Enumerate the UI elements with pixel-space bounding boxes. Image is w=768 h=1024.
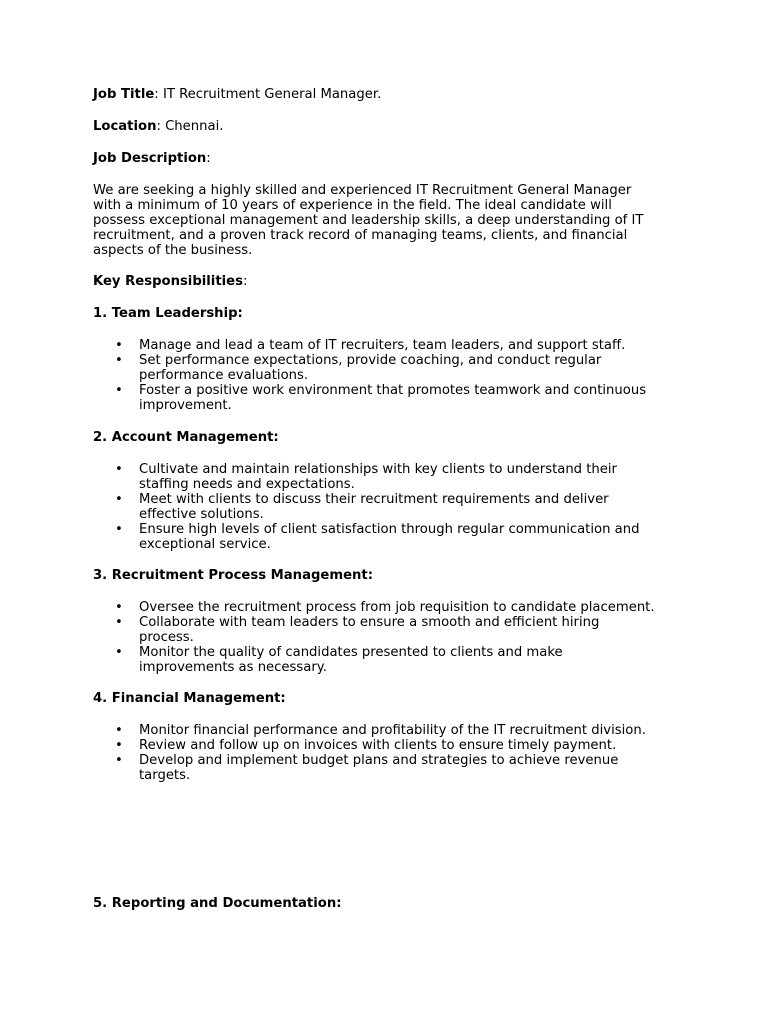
section-heading-text: 4. Financial Management: [93, 691, 286, 706]
list-item-text: Collaborate with team leaders to ensure a smooth and efficient hiring process. [139, 615, 600, 645]
list-item [93, 338, 693, 353]
financial-management-list [93, 723, 693, 783]
bullet-icon: • [115, 645, 123, 660]
bullet-icon: • [115, 615, 123, 630]
location-line [93, 119, 223, 134]
job-description-body: We are seeking a highly skilled and experienced IT Recruitment General Manager with a minimum of 10 years of experience in the field. The ideal candidate will possess exceptional management and leadership skills, a deep understanding of IT recruitment, and a proven track record of managing teams, clients, and financial aspects of the business. [93, 183, 644, 258]
job-title-value: IT Recruitment General Manager. [158, 87, 382, 102]
bullet-icon: • [115, 462, 123, 477]
account-management-list [93, 462, 693, 552]
bullet-icon: • [115, 353, 123, 368]
section-heading-team-leadership [93, 306, 243, 321]
section-heading-text: 2. Account Management: [93, 430, 279, 445]
list-item [93, 645, 639, 675]
list-item-text: Foster a positive work environment that promotes teamwork and continuous improvement. [139, 383, 647, 413]
list-item-text: Monitor the quality of candidates presented to clients and make improvements as necessary. [139, 645, 563, 675]
location-sep: : [156, 119, 161, 134]
job-description-label: Job Description [93, 151, 207, 166]
section-heading-account-management [93, 430, 279, 445]
list-item [93, 522, 679, 552]
bullet-icon: • [115, 738, 123, 753]
bullet-icon: • [115, 492, 123, 507]
list-item-text: Develop and implement budget plans and strategies to achieve revenue targets. [139, 753, 619, 783]
list-item [93, 462, 649, 492]
bullet-icon: • [115, 723, 123, 738]
section-heading-reporting [93, 896, 341, 911]
recruitment-process-list [93, 600, 693, 675]
list-item-text: Cultivate and maintain relationships with key clients to understand their staffing needs and expectations. [139, 462, 617, 492]
key-responsibilities-heading [93, 274, 247, 289]
team-leadership-list [93, 338, 693, 413]
list-item-text: Oversee the recruitment process from job requisition to candidate placement. [139, 600, 655, 615]
list-item [93, 723, 739, 738]
list-item-text: Ensure high levels of client satisfaction through regular communication and exceptional service. [139, 522, 640, 552]
job-title-line [93, 87, 381, 102]
list-item [93, 383, 679, 413]
list-item-text: Set performance expectations, provide coaching, and conduct regular performance evaluations. [139, 353, 602, 383]
section-heading-text: 5. Reporting and Documentation: [93, 896, 342, 911]
section-heading-financial-management [93, 691, 286, 706]
list-item [93, 615, 639, 645]
bullet-icon: • [115, 753, 123, 768]
key-responsibilities-sep: : [242, 274, 248, 289]
list-item-text: Monitor financial performance and profitability of the IT recruitment division. [139, 723, 646, 738]
job-description-heading [93, 151, 211, 166]
list-item [93, 492, 649, 522]
location-value: Chennai. [160, 119, 224, 134]
list-item [93, 738, 739, 753]
location-label: Location [93, 119, 157, 134]
list-item-text: Meet with clients to discuss their recruitment requirements and deliver effective solutions. [139, 492, 609, 522]
list-item-text: Review and follow up on invoices with clients to ensure timely payment. [139, 738, 617, 753]
bullet-icon: • [115, 338, 123, 353]
bullet-icon: • [115, 522, 123, 537]
bullet-icon: • [115, 600, 123, 615]
list-item [93, 753, 659, 783]
job-description-sep: : [206, 151, 211, 166]
list-item-text: Manage and lead a team of IT recruiters, team leaders, and support staff. [139, 338, 626, 353]
section-heading-recruitment-process [93, 568, 373, 583]
section-heading-text: 1. Team Leadership: [93, 306, 243, 321]
job-title-sep: : [154, 87, 159, 102]
list-item [93, 600, 739, 615]
section-heading-text: 3. Recruitment Process Management: [93, 568, 374, 583]
key-responsibilities-label: Key Responsibilities [93, 274, 243, 289]
list-item [93, 353, 629, 383]
bullet-icon: • [115, 383, 123, 398]
job-title-label: Job Title [93, 87, 155, 102]
